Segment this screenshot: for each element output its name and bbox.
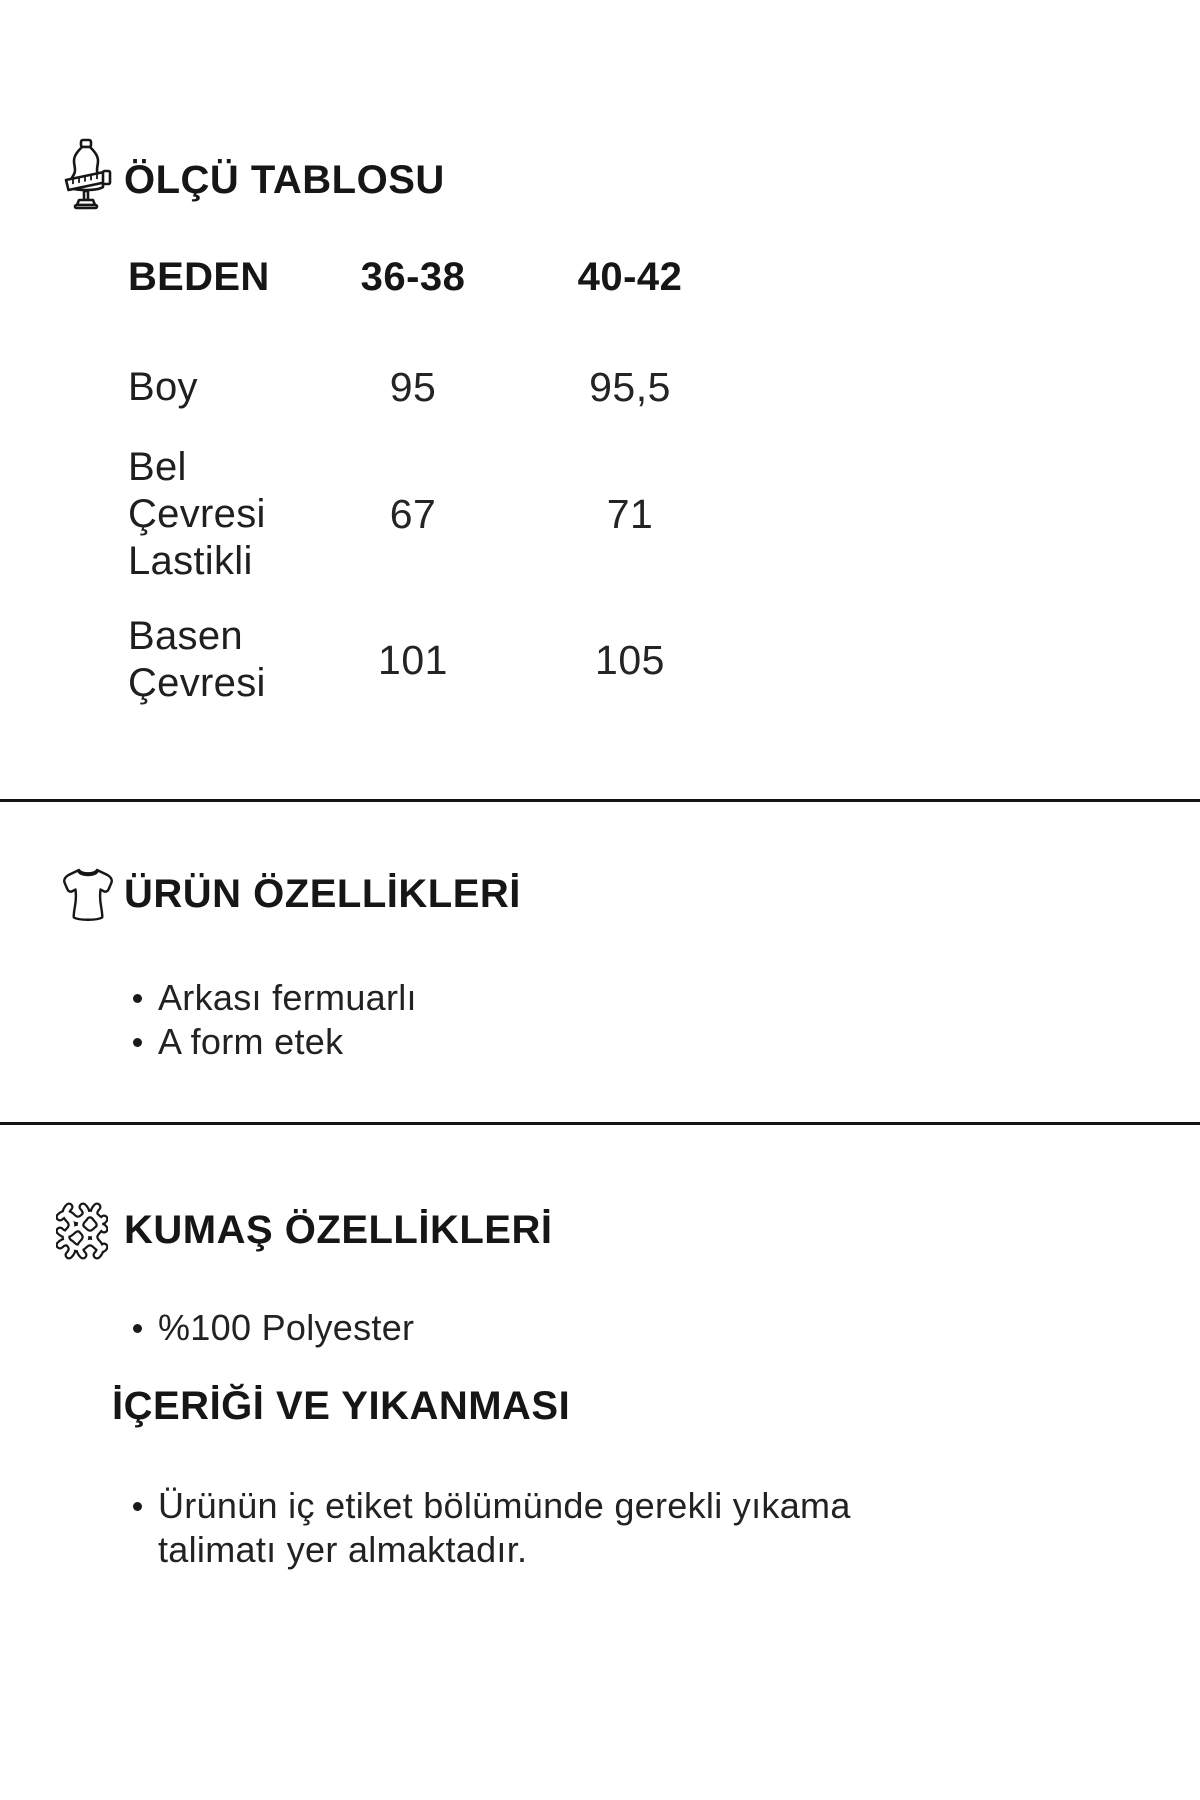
bullet-dot bbox=[133, 994, 142, 1003]
row-label-line1: Bel Çevresi bbox=[128, 444, 266, 536]
size-table-header-row bbox=[128, 252, 728, 302]
size-table-header-label: BEDEN bbox=[128, 254, 270, 299]
row-label bbox=[128, 613, 328, 707]
table-row bbox=[128, 444, 728, 583]
row-value-2: 95,5 bbox=[589, 363, 671, 410]
product-features-title: ÜRÜN ÖZELLİKLERİ bbox=[124, 872, 521, 916]
list-item-text: Arkası fermuarlı bbox=[158, 977, 417, 1018]
list-item-text-line1: Ürünün iç etiket bölümünde gerekli yıkama bbox=[158, 1485, 851, 1526]
section-divider bbox=[0, 1122, 1200, 1125]
mannequin-icon bbox=[60, 138, 112, 210]
size-table-title: ÖLÇÜ TABLOSU bbox=[124, 158, 445, 202]
list-item-text: A form etek bbox=[158, 1021, 344, 1062]
row-label-line2: Lastikli bbox=[128, 538, 253, 583]
list-item-continuation bbox=[133, 1528, 851, 1572]
list-item bbox=[133, 976, 417, 1020]
table-row bbox=[128, 362, 728, 412]
fabric-features-title: KUMAŞ ÖZELLİKLERİ bbox=[124, 1208, 553, 1252]
row-label: Boy bbox=[128, 364, 198, 409]
size-table-header-col1: 36-38 bbox=[360, 254, 466, 299]
row-value-1: 101 bbox=[378, 636, 448, 683]
bullet-dot bbox=[133, 1038, 142, 1047]
size-table-header-col2: 40-42 bbox=[577, 254, 683, 299]
row-value-1: 67 bbox=[389, 490, 437, 537]
fabric-features-list bbox=[133, 1306, 414, 1350]
row-label-line1: Basen bbox=[128, 614, 243, 658]
list-item bbox=[133, 1484, 851, 1528]
tshirt-icon bbox=[62, 868, 114, 922]
row-value-1: 95 bbox=[389, 363, 437, 410]
care-instructions-list bbox=[133, 1484, 851, 1572]
product-features-list bbox=[133, 976, 417, 1064]
section-divider bbox=[0, 799, 1200, 802]
list-item-text-line2: talimatı yer almaktadır. bbox=[158, 1529, 528, 1570]
row-value-2: 71 bbox=[606, 490, 654, 537]
table-row bbox=[128, 614, 728, 706]
list-item-text: %100 Polyester bbox=[158, 1307, 415, 1348]
bullet-dot bbox=[133, 1502, 142, 1511]
row-label-line2: Çevresi bbox=[128, 661, 266, 705]
bullet-dot bbox=[133, 1324, 142, 1333]
list-item bbox=[133, 1306, 414, 1350]
list-item bbox=[133, 1020, 417, 1064]
row-value-2: 105 bbox=[595, 636, 665, 683]
care-heading: İÇERİĞİ VE YIKANMASI bbox=[112, 1384, 571, 1428]
row-label bbox=[128, 444, 328, 585]
fabric-weave-icon bbox=[56, 1202, 108, 1260]
